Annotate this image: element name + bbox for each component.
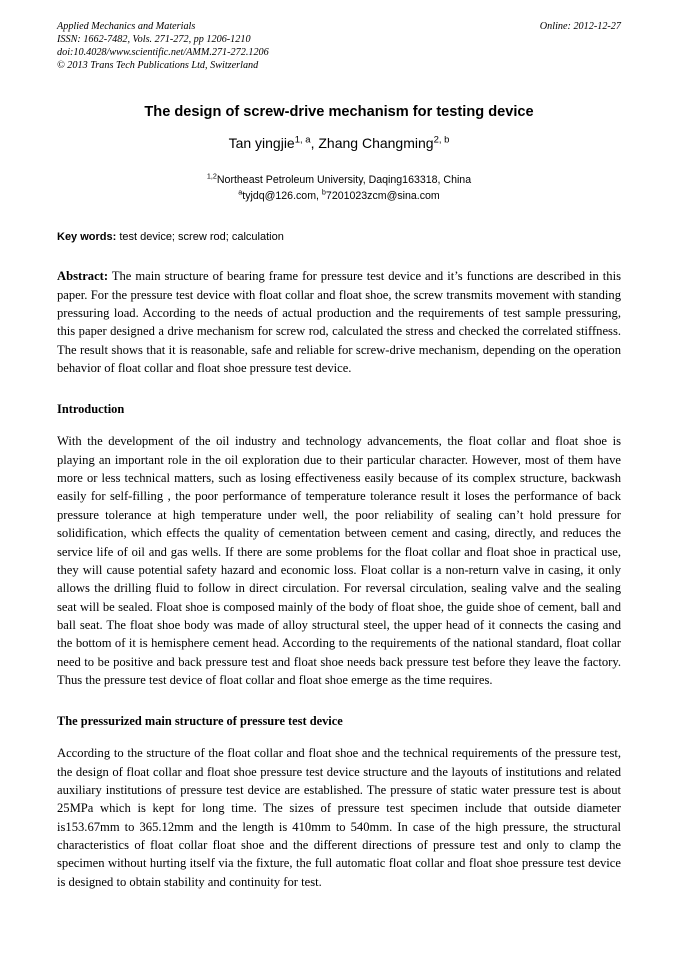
affiliation-text: Northeast Petroleum University, Daqing163318, China: [216, 174, 472, 187]
author-affil-marker-2: 2, b: [433, 134, 450, 146]
author-line: [57, 134, 621, 153]
running-head: [57, 20, 621, 72]
author-affil-marker-1: 1, a: [294, 134, 311, 146]
keywords-line: [57, 230, 621, 245]
online-date: Online: 2012-12-27: [539, 21, 621, 32]
page-title: The design of screw-drive mechanism for testing device: [144, 104, 534, 121]
section-paragraph-introduction: With the development of the oil industry and technology advancements, the float collar and float shoe is playing an important role in the oil exploration due to their particular character. However, most of them have more or less technical matters, such as losing effectiveness easily because of its complex structure, backwash easily for self-filling , the poor performance of temperature tolerance result it loses the performance of back pressure tolerance at high temperature under well, the poor reliability of sealing can’t hold pressure for solidification, which effects the quality of cementation between cement and casing, directly, and reduces the service life of oil and gas wells. If there are some problems for the float collar and float shoe in practical use, they will cause potential safety hazard and economic loss. Float collar is a non-return valve in casing, it only allows the drilling fluid to follow in direct circulation. For reversal circulation, sealing valve and the sealing seat will be sealed. Float shoe is composed mainly of the body of float shoe, the guide shoe of cement, ball and ball seat. The float shoe body was made of alloy structural steel, the upper head of it connects the casing and the bottom of it is hemisphere cement head. According to the requirements of the national standard, float collar need to be positive and back pressure test and float shoe needs back pressure test before they leave the factory. Thus the pressure test device of float collar and float shoe emerge as the time requires.: [57, 434, 621, 687]
keywords-label: Key words:: [57, 231, 117, 244]
email-marker-b: b: [321, 187, 326, 197]
issn-line: ISSN: 1662-7482, Vols. 271-272, pp 1206-1210: [57, 34, 251, 46]
journal-name: Applied Mechanics and Materials: [57, 21, 196, 32]
author-name-1: Tan yingjie: [228, 135, 295, 152]
email-marker-a: a: [238, 187, 243, 197]
copyright-line: © 2013 Trans Tech Publications Ltd, Switzerland: [57, 60, 259, 72]
affiliation-marker: 1,2: [206, 171, 217, 181]
abstract-paragraph: [57, 267, 621, 377]
author-name-2: Zhang Changming: [318, 135, 434, 152]
author-separator: ,: [310, 135, 319, 152]
section-heading-introduction: Introduction: [57, 402, 125, 417]
affiliation-line: [57, 172, 621, 188]
doi-line: doi:10.4028/www.scientific.net/AMM.271-272.1206: [57, 47, 269, 59]
abstract-text: The main structure of bearing frame for pressure test device and it’s functions are described in this paper. For the pressure test device with float collar and float shoe, the screw transmits movement with standing pressuring load. According to the needs of actual production and the requirements of test sample pressuring, this paper designed a drive mechanism for screw rod, calculated the stress and checked the correlated stiffness. The result shows that it is reasonable, safe and reliable for screw-drive mechanism, depending on the operation behavior of float collar and float shoe pressure test device.: [57, 269, 621, 376]
section-heading-pressurized-main-structure: The pressurized main structure of pressure test device: [57, 714, 343, 729]
section-paragraph-pressurized-main-structure: According to the structure of the float collar and float shoe and the technical requirements of the pressure test, the design of float collar and float shoe pressure test device structure and the layouts of institutions and related auxiliary institutions of pressure test device are established. The pressure of static water pressure test is about 25MPa which is kept for long time. The sizes of pressure test specimen include that outside diameter is153.67mm to 365.12mm and the length is 410mm to 540mm. In case of the high pressure, the structural characteristics of float collar float shoe and the different directions of pressure test and only to clamp the specimen without hurting itself via the fixture, the full automatic float collar and float shoe pressure test device is designed to obtain stability and continuity for test.: [57, 746, 621, 889]
email-address-b: 7201023zcm@sina.com: [325, 190, 440, 203]
email-line: [57, 188, 621, 204]
journal-info-block: [57, 20, 477, 72]
keywords-value: test device; screw rod; calculation: [116, 231, 284, 244]
email-address-a: tyjdq@126.com,: [242, 190, 322, 203]
abstract-label: Abstract:: [57, 269, 109, 284]
page-content: [57, 20, 621, 891]
